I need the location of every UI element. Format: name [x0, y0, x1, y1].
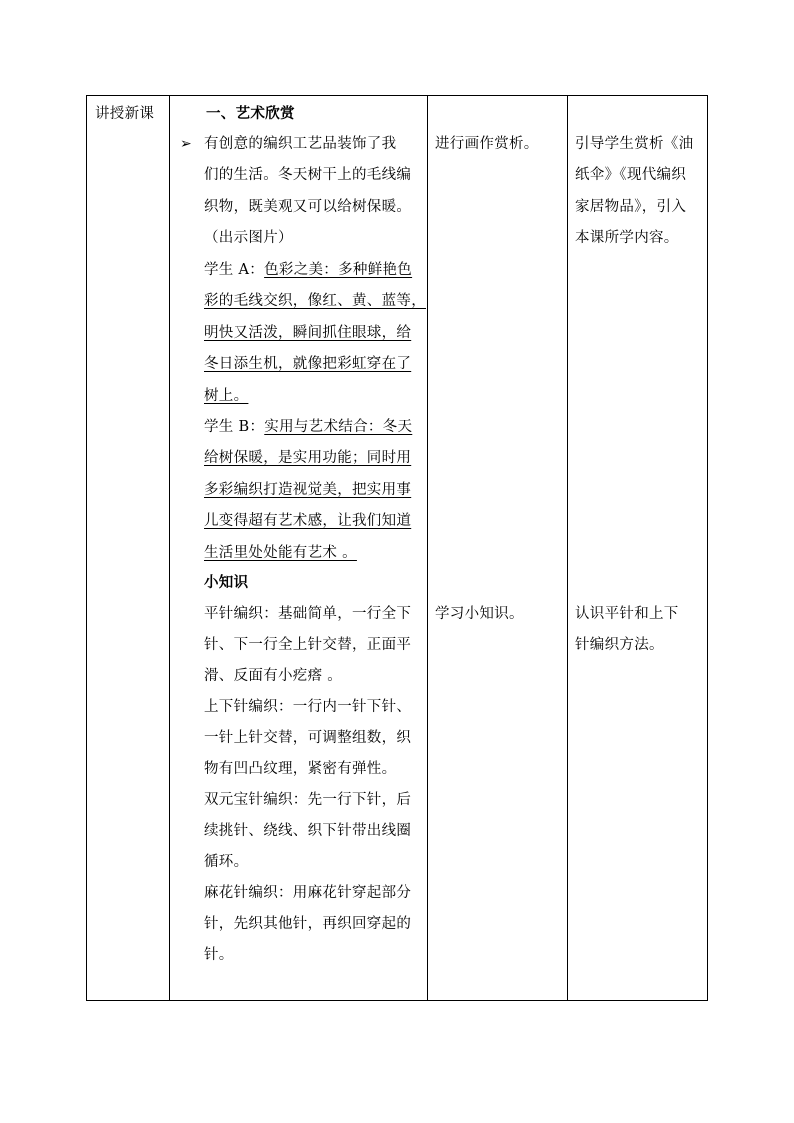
row-label-cell	[87, 96, 169, 1000]
intent-line: 认识平针和上下	[575, 606, 679, 622]
intent-line: 家居物品》，引入	[575, 199, 687, 215]
knowledge-line: 物有凹凸纹理，紧密有弹性。	[204, 761, 397, 777]
student-activity-cell	[428, 96, 567, 1000]
student-a-line	[204, 260, 412, 280]
student-b-line: 多彩编织打造视觉美，把实用事	[204, 482, 412, 498]
student-a-line: 明快又活泼，瞬间抓住眼球，给	[204, 325, 412, 341]
intro-line: （出示图片）	[204, 230, 293, 246]
intro-line: 有创意的编织工艺品装饰了我	[204, 136, 397, 152]
knowledge-heading: 小知识	[204, 574, 249, 591]
knowledge-line: 一针上针交替，可调整组数，织	[204, 730, 412, 746]
design-intent-cell	[568, 96, 708, 1000]
student-a-line: 树上。	[204, 388, 249, 404]
student-b-line: 生活里处处能有艺术 。	[204, 545, 357, 561]
knowledge-line: 双元宝针编织：先一行下针，后	[204, 792, 412, 808]
teaching-content-cell	[170, 96, 427, 1000]
student-a-line: 冬日添生机，就像把彩虹穿在了	[204, 356, 412, 372]
knowledge-line: 针、下一行全上针交替，正面平	[204, 637, 412, 653]
student-b-prefix: 学生 B：	[204, 419, 265, 435]
knowledge-line: 续挑针、绕线、织下针带出线圈	[204, 823, 412, 839]
section-heading: 一、艺术欣赏	[206, 105, 295, 122]
knowledge-line: 针，先织其他针，再织回穿起的	[204, 916, 412, 932]
intent-line: 引导学生赏析《油	[575, 136, 694, 152]
student-a-text: 色彩之美：多种鲜艳色	[264, 262, 413, 278]
student-b-text: 实用与艺术结合：冬天	[264, 419, 413, 435]
intro-line: 们的生活。冬天树干上的毛线编	[204, 167, 412, 183]
student-a-prefix: 学生 A：	[204, 262, 265, 278]
activity-text: 进行画作赏析。	[435, 136, 539, 152]
lesson-plan-table	[86, 95, 708, 1001]
arrow-bullet-icon: ➢	[180, 136, 192, 152]
student-b-line: 给树保暖，是实用功能；同时用	[204, 450, 412, 466]
student-b-line: 儿变得超有艺术感，让我们知道	[204, 513, 412, 529]
knowledge-line: 麻花针编织：用麻花针穿起部分	[204, 885, 412, 901]
student-a-line: 彩的毛线交织，像红、黄、蓝等，	[204, 293, 426, 309]
knowledge-line: 针。	[204, 947, 234, 963]
intent-line: 针编织方法。	[575, 637, 664, 653]
activity-text: 学习小知识。	[435, 606, 524, 622]
knowledge-line: 平针编织：基础简单，一行全下	[204, 606, 412, 622]
knowledge-line: 滑、反面有小疙瘩 。	[204, 668, 343, 684]
intent-line: 本课所学内容。	[575, 230, 679, 246]
student-b-line	[204, 417, 412, 437]
row-label: 讲授新课	[95, 106, 155, 122]
knowledge-line: 循环。	[204, 854, 249, 870]
knowledge-line: 上下针编织：一行内一针下针、	[204, 699, 412, 715]
intro-line: 织物，既美观又可以给树保暖。	[204, 199, 412, 215]
intent-line: 纸伞》《现代编织	[575, 167, 687, 183]
